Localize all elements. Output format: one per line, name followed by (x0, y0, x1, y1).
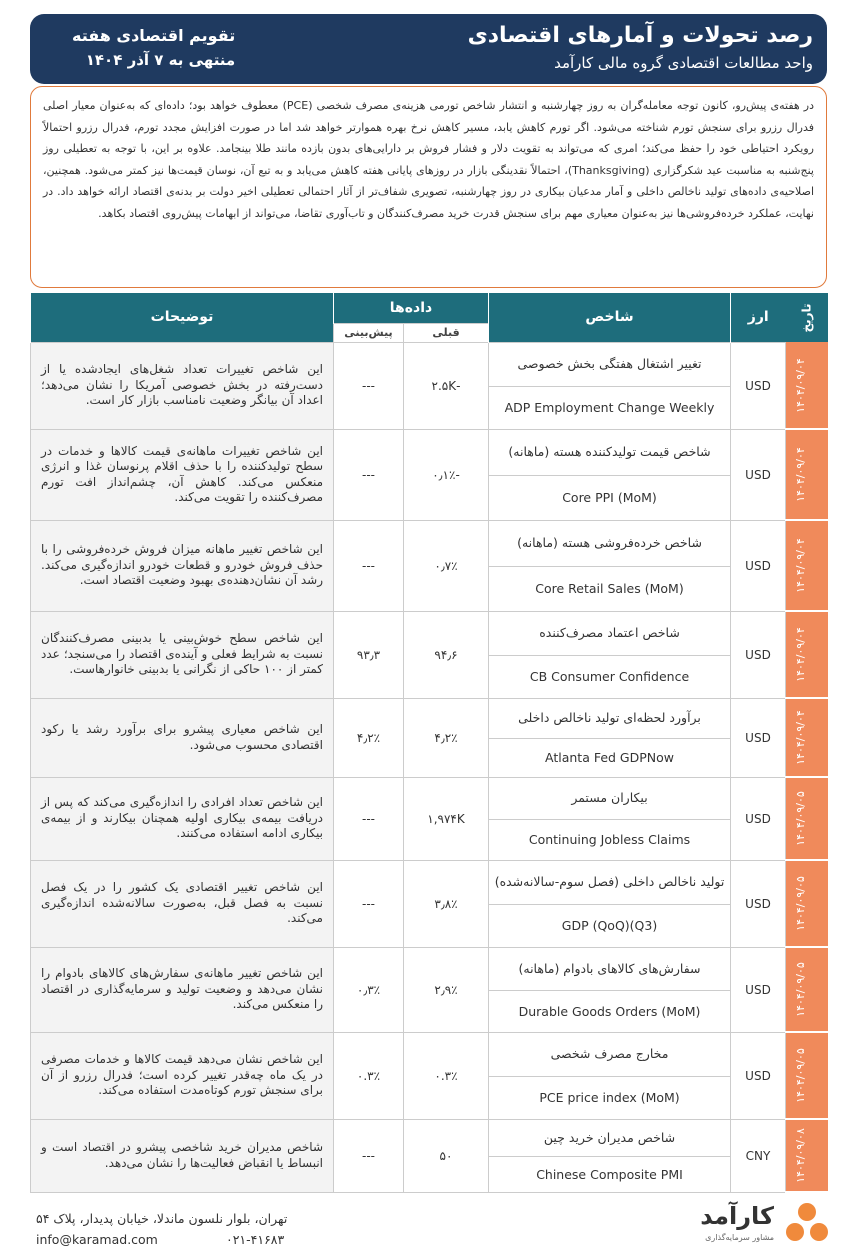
indicator-name-en: PCE price index (MoM) (539, 1090, 680, 1105)
header-forecast: پیش‌بینی (334, 323, 404, 342)
table-row (31, 429, 828, 520)
indicator-name-en: Core PPI (MoM) (562, 490, 657, 505)
indicator-name-fa: مخارج مصرف شخصی (489, 1033, 730, 1077)
indicator-name-fa: برآورد لحظه‌ای تولید ناخالص داخلی (489, 699, 730, 739)
indicator-name-fa: شاخص اعتماد مصرف‌کننده (489, 612, 730, 656)
row-before: -۰٫۱٪ (404, 429, 489, 520)
table-row (31, 1032, 828, 1119)
table-row (31, 947, 828, 1032)
row-description: این شاخص تعداد افرادی را اندازه‌گیری می‌کند که پس از دریافت بیمه‌ی بیکاری اولیه همچنان بیکارند و از بیمه‌ی بیکاری ادامه استفاده می‌کنند. (31, 777, 334, 860)
row-indicator (489, 611, 731, 698)
footer-email[interactable]: info@karamad.com (36, 1232, 158, 1247)
row-indicator (489, 947, 731, 1032)
row-currency: USD (731, 860, 786, 947)
indicator-name-en: CB Consumer Confidence (529, 669, 690, 684)
row-before: ۱,۹۷۴K (404, 777, 489, 860)
logo-name: کارآمد (700, 1202, 774, 1230)
table-row (31, 611, 828, 698)
row-description: این شاخص تغییر ماهانه میزان فروش خرده‌فروشی را با حذف فروش خودرو و قطعات خودرو اندازه‌گیری می‌کند. رشد آن نشان‌دهنده‌ی بهبود وضعیت اقتصاد است. (31, 520, 334, 611)
row-currency: USD (731, 777, 786, 860)
indicator-name-en: Chinese Composite PMI (536, 1166, 683, 1182)
table-row (31, 860, 828, 947)
row-currency: USD (731, 698, 786, 777)
footer-phone: ۰۲۱-۴۱۶۸۳ (226, 1232, 285, 1247)
row-indicator (489, 1032, 731, 1119)
logo-tagline: مشاور سرمایه‌گذاری (705, 1233, 774, 1242)
row-indicator (489, 698, 731, 777)
table-row (31, 520, 828, 611)
logo-mark-icon (784, 1202, 830, 1244)
row-description: این شاخص تغییرات ماهانه‌ی قیمت کالاها و خدمات در سطح تولیدکننده را با حذف اقلام پرنوسان غذا و انرژی منعکس می‌کند. کاهش آن، چشم‌انداز افت تورم مصرف‌کننده را تقویت می‌کند. (31, 429, 334, 520)
row-indicator (489, 777, 731, 860)
row-forecast: --- (334, 1119, 404, 1192)
row-date: ۱۴۰۴/۰۹/۰۴ (786, 611, 828, 698)
row-date: ۱۴۰۴/۰۹/۰۵ (786, 1032, 828, 1119)
header-currency: ارز (731, 293, 786, 342)
row-description: این شاخص معیاری پیشرو برای برآورد رشد یا رکود اقتصادی محسوب می‌شود. (31, 698, 334, 777)
indicator-name-en: Core Retail Sales (MoM) (535, 581, 684, 596)
row-forecast: --- (334, 342, 404, 429)
header-data: داده‌ها (334, 293, 489, 323)
row-currency: USD (731, 520, 786, 611)
row-date: ۱۴۰۴/۰۹/۰۵ (786, 777, 828, 860)
row-description: شاخص مدیران خرید شاخصی پیشرو در اقتصاد است و انبساط یا انقباض فعالیت‌ها را نشان می‌دهد. (31, 1119, 334, 1192)
row-date: ۱۴۰۴/۰۹/۰۴ (786, 429, 828, 520)
row-description: این شاخص سطح خوش‌بینی یا بدبینی مصرف‌کنندگان نسبت به شرایط فعلی و آینده‌ی اقتصاد را می‌سنجد؛ عدد کمتر از ۱۰۰ حاکی از نگرانی یا بدبینی خانوارهاست. (31, 611, 334, 698)
table-row (31, 1119, 828, 1192)
page-title: رصد تحولات و آمارهای اقتصادی (467, 23, 813, 48)
row-before: ۵۰ (404, 1119, 489, 1192)
row-indicator (489, 1119, 731, 1192)
indicator-name-fa: سفارش‌های کالاهای بادوام (ماهانه) (489, 948, 730, 991)
table-row (31, 342, 828, 429)
row-forecast: ۴٫۲٪ (334, 698, 404, 777)
row-description: این شاخص تغییر ماهانه‌ی سفارش‌های کالاهای بادوام را نشان می‌دهد و وضعیت تولید و سرمایه‌گذاری در اقتصاد را منعکس می‌کند. (31, 947, 334, 1032)
row-currency: USD (731, 429, 786, 520)
indicator-name-en: ADP Employment Change Weekly (504, 400, 715, 415)
table-row (31, 777, 828, 860)
economic-calendar-table (30, 293, 828, 1193)
row-before: ۹۴٫۶ (404, 611, 489, 698)
row-before: ۴٫۲٪ (404, 698, 489, 777)
header-description: توضیحات (31, 293, 334, 342)
indicator-name-fa: شاخص خرده‌فروشی هسته (ماهانه) (489, 521, 730, 567)
row-indicator (489, 860, 731, 947)
row-forecast: ۹۳٫۳ (334, 611, 404, 698)
intro-paragraph: در هفته‌ی پیش‌رو، کانون توجه معامله‌گران به روز چهارشنبه و انتشار شاخص تورمی هزینه‌ی مصرف شخصی (PCE) معطوف خواهد بود؛ داده‌ای که به‌عنوان معیار اصلی فدرال رزرو برای سنجش تورم شناخته می‌شود. اگر تورم کاهش یابد، مسیر کاهش نرخ بهره هموارتر خواهد شد اما در صورت افزایش مجدد تورم، فدرال رزرو احتمالاً رویکرد احتیاطی خود را حفظ می‌کند؛ امری که می‌تواند به تقویت دلار و فشار فروش بر دارایی‌های بدون بازده مانند طلا بینجامد. علاوه بر این، با توجه به تعطیلی روز پنج‌شنبه به مناسبت عید شکرگزاری (Thanksgiving)، احتمالاً نقدینگی بازار در روزهای پایانی هفته کاهش می‌یابد و به تبع آن، نوسان قیمت‌ها نیز کمتر می‌شود. همچنین، اصلاحیه‌ی داده‌های تولید ناخالص داخلی و آمار مدعیان بیکاری در روز چهارشنبه، تصویری شفاف‌تر از آثار احتمالی تعطیلی اخیر دولت بر بدنه‌ی اقتصاد ارائه خواهد داد. در نهایت، عملکرد خرده‌فروشی‌ها نیز به‌عنوان معیاری مهم برای سنجش قدرت خرید مصرف‌کنندگان و تاب‌آوری تقاضا، می‌تواند از ابهامات پیش‌روی اقتصاد بکاهد. (30, 86, 827, 288)
row-date: ۱۴۰۴/۰۹/۰۵ (786, 947, 828, 1032)
row-before: ۰.۳٪ (404, 1032, 489, 1119)
row-currency: USD (731, 947, 786, 1032)
row-date: ۱۴۰۴/۰۹/۰۴ (786, 520, 828, 611)
indicator-name-fa: تغییر اشتغال هفتگی بخش خصوصی (489, 343, 730, 387)
row-currency: USD (731, 342, 786, 429)
week-title: تقویم اقتصادی هفته (72, 26, 236, 45)
row-before: -۲.۵K (404, 342, 489, 429)
row-indicator (489, 520, 731, 611)
header-right (468, 20, 813, 74)
row-description: این شاخص تغییر اقتصادی یک کشور را در یک فصل نسبت به فصل قبل، به‌صورت سالانه‌شده اندازه‌گیری می‌کند. (31, 860, 334, 947)
row-date: ۱۴۰۴/۰۹/۰۵ (786, 860, 828, 947)
indicator-name-en: Continuing Jobless Claims (528, 832, 691, 847)
table-row (31, 698, 828, 777)
row-before: ۲٫۹٪ (404, 947, 489, 1032)
row-indicator (489, 342, 731, 429)
row-date: ۱۴۰۴/۰۹/۰۴ (786, 698, 828, 777)
row-forecast: ۰٫۳٪ (334, 947, 404, 1032)
indicator-name-fa: شاخص قیمت تولیدکننده هسته (ماهانه) (489, 430, 730, 476)
row-currency: CNY (731, 1119, 786, 1192)
indicator-name-fa: شاخص مدیران خرید چین (489, 1120, 730, 1157)
row-date: ۱۴۰۴/۰۹/۰۴ (786, 342, 828, 429)
row-forecast: --- (334, 860, 404, 947)
karamad-logo (670, 1200, 830, 1248)
week-end-date: منتهی به ۷ آذر ۱۴۰۴ (85, 51, 236, 69)
row-description: این شاخص تغییرات تعداد شغل‌های ایجادشده یا از دست‌رفته در بخش خصوصی آمریکا را نشان می‌دهد؛ اعداد آن بیانگر وضعیت نامناسب بازار کار است. (31, 342, 334, 429)
header-left (72, 24, 235, 72)
indicator-name-fa: تولید ناخالص داخلی (فصل سوم-سالانه‌شده) (489, 861, 730, 905)
indicator-name-en: Atlanta Fed GDPNow (545, 750, 674, 765)
indicator-name-en: GDP (QoQ)(Q3) (561, 918, 658, 933)
footer-address: تهران، بلوار نلسون ماندلا، خیابان پدیدار، پلاک ۵۴ (36, 1211, 288, 1226)
page-subtitle: واحد مطالعات اقتصادی گروه مالی کارآمد (554, 54, 813, 72)
row-currency: USD (731, 611, 786, 698)
row-forecast: --- (334, 520, 404, 611)
row-description: این شاخص نشان می‌دهد قیمت کالاها و خدمات مصرفی در یک ماه چه‌قدر تغییر کرده است؛ فدرال رزرو از آن برای سنجش تورم کوتاه‌مدت استفاده می‌کند. (31, 1032, 334, 1119)
row-forecast: --- (334, 777, 404, 860)
header-before: قبلی (404, 323, 489, 342)
row-before: ۳٫۸٪ (404, 860, 489, 947)
row-date: ۱۴۰۴/۰۹/۰۸ (786, 1119, 828, 1192)
row-forecast: ۰.۳٪ (334, 1032, 404, 1119)
header-indicator: شاخص (489, 293, 731, 342)
row-indicator (489, 429, 731, 520)
header-date: تاریخ (786, 293, 828, 342)
row-before: ۰٫۷٪ (404, 520, 489, 611)
page-header (30, 14, 827, 84)
row-forecast: --- (334, 429, 404, 520)
indicator-name-en: Durable Goods Orders (MoM) (518, 1003, 701, 1019)
row-currency: USD (731, 1032, 786, 1119)
indicator-name-fa: بیکاران مستمر (489, 778, 730, 820)
